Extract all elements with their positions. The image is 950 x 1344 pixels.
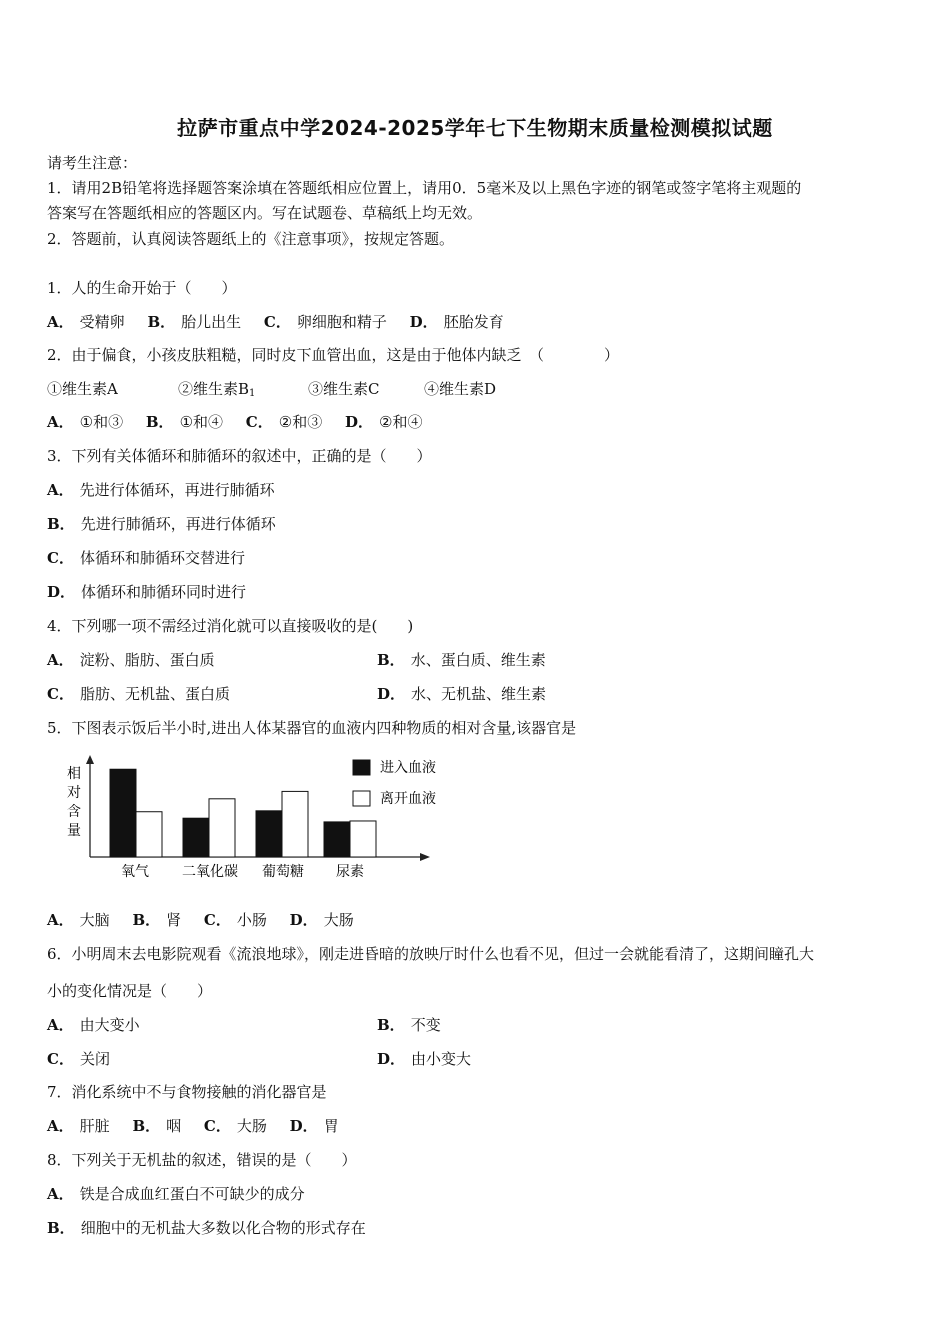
q7-label-c: C．: [203, 1117, 231, 1135]
q2-option-a: ①和③: [79, 413, 124, 431]
q4-option-c: 脂肪、无机盐、蛋白质: [79, 685, 230, 703]
q3-option-row-a: [47, 479, 275, 500]
q2-item-4: ④维生素D: [424, 380, 497, 398]
q7-stem: 7．消化系统中不与食物接触的消化器官是: [47, 1083, 327, 1101]
q4-stem: 4．下列哪一项不需经过消化就可以直接吸收的是( ): [47, 617, 414, 635]
q2-item-2: [178, 378, 255, 399]
bar-out-3: [282, 791, 308, 857]
q5-option-a: 大脑: [79, 911, 110, 929]
q5-option-d: 大肠: [323, 911, 354, 929]
q6-option-b: 不变: [410, 1016, 441, 1034]
q2-item-1: ①维生素A: [47, 380, 118, 398]
legend-label-out: 离开血液: [380, 791, 436, 807]
q1-label-b: B．: [147, 313, 176, 331]
q2-option-b: ①和④: [179, 413, 224, 431]
q2-options: [47, 411, 422, 432]
q1-label-c: C．: [263, 313, 291, 331]
x-tick-label: 葡萄糖: [262, 864, 304, 880]
q3-option-d: 体循环和肺循环同时进行: [81, 583, 247, 601]
q2-option-c: ②和③: [278, 413, 323, 431]
q4-option-d: 水、无机盐、维生素: [411, 685, 547, 703]
ylabel-char: 相: [67, 766, 81, 782]
chart-ylabel: [67, 765, 81, 839]
q4-option-row-b: [377, 649, 546, 670]
bar-out-4: [350, 821, 376, 857]
q6-stem-cont: 小的变化情况是（ ）: [47, 982, 213, 1000]
q8-label-a: A．: [47, 1185, 74, 1203]
x-tick-label: 尿素: [336, 864, 364, 880]
q8-label-b: B．: [47, 1219, 75, 1237]
chart-x-ticks: [121, 863, 364, 880]
q5-label-a: A．: [47, 911, 74, 929]
legend-label-in: 进入血液: [380, 760, 436, 776]
q6-option-row-c: [47, 1048, 110, 1069]
x-tick-label: 氧气: [121, 864, 149, 880]
q4-label-c: C．: [47, 685, 74, 703]
legend-swatch-out: [353, 791, 370, 806]
q6-label-c: C．: [47, 1050, 74, 1068]
q3-stem: 3．下列有关体循环和肺循环的叙述中，正确的是（ ）: [47, 447, 432, 465]
q7-option-d: 胃: [323, 1117, 339, 1135]
q2-label-b: B．: [145, 413, 174, 431]
q3-label-b: B．: [47, 515, 75, 533]
q2-option-d: ②和④: [379, 413, 423, 431]
q1-label-d: D．: [409, 313, 438, 331]
q3-option-c: 体循环和肺循环交替进行: [79, 549, 245, 567]
q4-option-b: 水、蛋白质、维生素: [410, 651, 546, 669]
q3-option-a: 先进行体循环，再进行肺循环: [79, 481, 275, 499]
q8-stem: 8．下列关于无机盐的叙述，错误的是（ ）: [47, 1151, 357, 1169]
q8-option-a: 铁是合成血红蛋白不可缺少的成分: [79, 1185, 305, 1203]
q3-label-d: D．: [47, 583, 76, 601]
q4-option-row-d: [377, 683, 546, 704]
q3-label-a: A．: [47, 481, 74, 499]
bar-chart: [60, 750, 480, 890]
bar-in-3: [256, 811, 282, 857]
q2-label-a: A．: [47, 413, 74, 431]
q7-options: [47, 1115, 339, 1136]
bar-out-1: [136, 812, 162, 857]
q1-options: [47, 311, 504, 332]
q3-option-row-d: [47, 581, 246, 602]
q8-option-row-b: [47, 1217, 366, 1238]
q4-option-row-a: [47, 649, 215, 670]
q6-option-c: 关闭: [79, 1050, 110, 1068]
chart-legend: [353, 759, 436, 807]
q1-option-c: 卵细胞和精子: [296, 313, 387, 331]
q4-label-a: A．: [47, 651, 74, 669]
q5-option-b: 肾: [166, 911, 182, 929]
bar-out-2: [209, 799, 235, 857]
q8-option-row-a: [47, 1183, 305, 1204]
q1-label-a: A．: [47, 313, 74, 331]
q2-item-2-subscript: 1: [249, 388, 256, 399]
q1-option-d: 胚胎发育: [443, 313, 504, 331]
q1-option-a: 受精卵: [79, 313, 125, 331]
bar-in-1: [110, 769, 136, 857]
q8-option-b: 细胞中的无机盐大多数以化合物的形式存在: [80, 1219, 366, 1237]
q7-label-d: D．: [289, 1117, 318, 1135]
page-title: 拉萨市重点中学2024-2025学年七下生物期末质量检测模拟试题: [177, 116, 773, 140]
q6-label-d: D．: [377, 1050, 406, 1068]
x-axis-arrow: [420, 853, 430, 861]
bar-in-2: [183, 818, 209, 857]
q6-option-d: 由小变大: [411, 1050, 472, 1068]
q4-label-d: D．: [377, 685, 406, 703]
bar-in-4: [324, 822, 350, 857]
ylabel-char: 对: [67, 785, 81, 801]
q4-label-b: B．: [377, 651, 405, 669]
q3-option-row-b: [47, 513, 276, 534]
q5-options: [47, 909, 354, 930]
q4-option-row-c: [47, 683, 230, 704]
q6-stem: 6．小明周末去电影院观看《流浪地球》，刚走进昏暗的放映厅时什么也看不见，但过一会就能看清了，这期间瞳孔大: [47, 945, 815, 963]
q6-option-row-d: [377, 1048, 471, 1069]
x-tick-label: 二氧化碳: [182, 864, 238, 880]
q1-option-b: 胎儿出生: [181, 313, 242, 331]
q7-option-c: 大肠: [236, 1117, 267, 1135]
q4-option-a: 淀粉、脂肪、蛋白质: [79, 651, 215, 669]
q3-label-c: C．: [47, 549, 74, 567]
legend-swatch-in: [353, 760, 370, 775]
q2-stem: 2．由于偏食，小孩皮肤粗糙，同时皮下血管出血，这是由于他体内缺乏 （ ）: [47, 346, 620, 364]
q5-label-c: C．: [203, 911, 231, 929]
y-axis-arrow: [86, 755, 94, 764]
q2-item-3: ③维生素C: [308, 380, 380, 398]
notice-heading: 请考生注意：: [47, 154, 138, 172]
q7-option-b: 咽: [166, 1117, 182, 1135]
q7-option-a: 肝脏: [79, 1117, 110, 1135]
q5-label-b: B．: [132, 911, 161, 929]
q5-label-d: D．: [289, 911, 318, 929]
q5-stem: 5．下图表示饭后半小时,进出人体某器官的血液内四种物质的相对含量,该器官是: [47, 719, 577, 737]
q6-label-b: B．: [377, 1016, 405, 1034]
q6-option-row-b: [377, 1014, 441, 1035]
q7-label-b: B．: [132, 1117, 161, 1135]
q2-label-d: D．: [344, 413, 373, 431]
notice-line-1: 1．请用2B铅笔将选择题答案涂填在答题纸相应位置上，请用0．5毫米及以上黑色字迹的钢笔或签字笔将主观题的: [47, 179, 802, 197]
notice-line-2: 2．答题前，认真阅读答题纸上的《注意事项》，按规定答题。: [47, 230, 455, 248]
q6-option-a: 由大变小: [79, 1016, 140, 1034]
q2-item-2-text: ②维生素B: [178, 380, 250, 398]
q1-stem: 1．人的生命开始于（ ）: [47, 279, 237, 297]
q2-label-c: C．: [245, 413, 273, 431]
q3-option-b: 先进行肺循环，再进行体循环: [80, 515, 276, 533]
ylabel-char: 量: [67, 823, 81, 839]
ylabel-char: 含: [67, 804, 81, 820]
notice-line-1b: 答案写在答题纸相应的答题区内。写在试题卷、草稿纸上均无效。: [47, 204, 483, 222]
q5-option-c: 小肠: [236, 911, 267, 929]
q6-option-row-a: [47, 1014, 140, 1035]
q3-option-row-c: [47, 547, 245, 568]
chart-bars: [110, 769, 376, 857]
q6-label-a: A．: [47, 1016, 74, 1034]
q7-label-a: A．: [47, 1117, 74, 1135]
